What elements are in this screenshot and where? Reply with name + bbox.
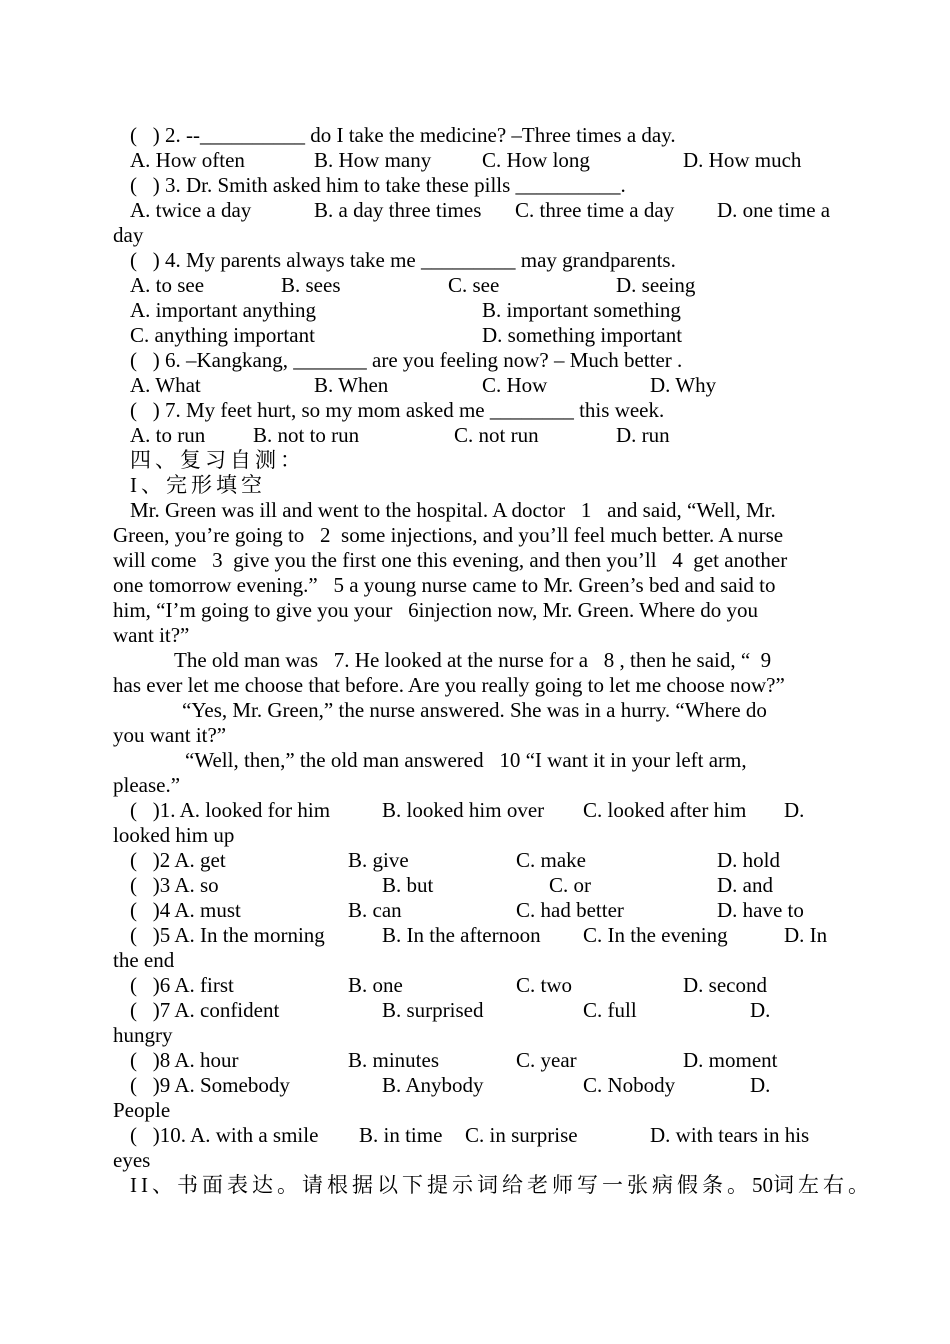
cloze-option-d: D. hold	[717, 848, 780, 872]
cloze-question-9-wrap: People	[113, 1098, 171, 1122]
cloze-option-d: D. In	[784, 923, 828, 947]
cloze-option-a: ( )3 A. so	[130, 873, 219, 897]
cloze-option-b: B. minutes	[348, 1048, 440, 1072]
cloze-option-b: B. surprised	[382, 998, 484, 1022]
option-a: A. How often	[130, 148, 245, 172]
option-b: B. When	[314, 373, 389, 397]
cloze-option-c: C. had better	[516, 898, 624, 922]
option-a: A. to see	[130, 273, 205, 297]
passage-line: him, “I’m going to give you your 6injection now, Mr. Green. Where do you	[113, 598, 759, 622]
option-a: A. twice a day	[130, 198, 252, 222]
cloze-question-1	[113, 798, 843, 823]
cloze-question-2	[113, 848, 843, 873]
option-c: C. How	[482, 373, 548, 397]
passage-line: will come 3 give you the first one this evening, and then you’ll 4 get another	[113, 548, 788, 572]
question-3-options	[113, 198, 843, 223]
cloze-option-a: ( )4 A. must	[130, 898, 241, 922]
cloze-question-7-wrap: hungry	[113, 1023, 173, 1047]
writing-prompt	[113, 1173, 873, 1198]
question-2-options	[113, 148, 843, 173]
question-6-options	[113, 373, 843, 398]
cloze-question-8	[113, 1048, 843, 1073]
option-a: A. to run	[130, 423, 206, 447]
cloze-option-b: B. but	[382, 873, 434, 897]
question-5-options-row1	[113, 298, 843, 323]
cloze-option-d: D. moment	[683, 1048, 778, 1072]
cloze-option-b: B. one	[348, 973, 403, 997]
option-d: D. run	[616, 423, 670, 447]
cloze-option-c: C. full	[583, 998, 637, 1022]
passage-line: Green, you’re going to 2 some injections, and you’ll feel much better. A nurse	[113, 523, 784, 547]
option-c: C. three time a day	[515, 198, 675, 222]
cloze-question-1-wrap: looked him up	[113, 823, 235, 847]
option-b: B. important something	[482, 298, 681, 322]
cloze-question-5-wrap: the end	[113, 948, 175, 972]
cloze-option-d: D.	[750, 998, 771, 1022]
cloze-option-b: B. give	[348, 848, 409, 872]
writing-prompt-word-count: 50	[751, 1173, 773, 1197]
cloze-option-d: D.	[784, 798, 805, 822]
cloze-question-9	[113, 1073, 843, 1098]
worksheet-page	[113, 123, 873, 1198]
cloze-option-a: ( )6 A. first	[130, 973, 234, 997]
option-d: D. seeing	[616, 273, 696, 297]
passage-line: Mr. Green was ill and went to the hospital. A doctor 1 and said, “Well, Mr.	[130, 498, 776, 522]
cloze-option-a: ( )10. A. with a smile	[130, 1123, 319, 1147]
passage-line: has ever let me choose that before. Are you really going to let me choose now?”	[113, 673, 785, 697]
cloze-option-a: ( )7 A. confident	[130, 998, 280, 1022]
cloze-question-10	[113, 1123, 843, 1148]
cloze-question-10-wrap: eyes	[113, 1148, 151, 1172]
cloze-option-c: C. looked after him	[583, 798, 747, 822]
question-2-stem: ( ) 2. --__________ do I take the medicine? –Three times a day.	[130, 123, 676, 147]
cloze-option-a: ( )8 A. hour	[130, 1048, 239, 1072]
option-b: B. sees	[281, 273, 341, 297]
passage-line: please.”	[113, 773, 181, 797]
option-d: D. one time a	[717, 198, 831, 222]
cloze-option-a: ( )1. A. looked for him	[130, 798, 331, 822]
option-d: D. How much	[683, 148, 802, 172]
cloze-option-a: ( )5 A. In the morning	[130, 923, 325, 947]
cloze-question-3	[113, 873, 843, 898]
option-c: C. not run	[454, 423, 539, 447]
cloze-option-c: C. In the evening	[583, 923, 728, 947]
question-3-wrap: day	[113, 223, 144, 247]
question-3-stem: ( ) 3. Dr. Smith asked him to take these pills __________.	[130, 173, 626, 197]
cloze-option-c: C. in surprise	[465, 1123, 578, 1147]
cloze-question-5	[113, 923, 843, 948]
cloze-option-d: D. have to	[717, 898, 804, 922]
cloze-option-b: B. in time	[359, 1123, 443, 1147]
cloze-question-6	[113, 973, 843, 998]
option-d: D. Why	[650, 373, 717, 397]
passage-line: “Yes, Mr. Green,” the nurse answered. She was in a hurry. “Where do	[182, 698, 767, 722]
cloze-option-a: ( )9 A. Somebody	[130, 1073, 290, 1097]
cloze-option-c: C. make	[516, 848, 586, 872]
writing-prompt-suffix: 词左右。	[772, 1173, 873, 1197]
cloze-option-c: C. year	[516, 1048, 577, 1072]
option-c: C. anything important	[130, 323, 315, 347]
option-b: B. a day three times	[314, 198, 482, 222]
cloze-option-b: B. Anybody	[382, 1073, 484, 1097]
question-4-stem: ( ) 4. My parents always take me _________ may grandparents.	[130, 248, 676, 272]
passage-line: you want it?”	[113, 723, 227, 747]
option-b: B. not to run	[253, 423, 360, 447]
cloze-question-7	[113, 998, 843, 1023]
option-d: D. something important	[482, 323, 683, 347]
cloze-option-b: B. In the afternoon	[382, 923, 541, 947]
question-6-stem: ( ) 6. –Kangkang, _______ are you feeling now? – Much better .	[130, 348, 683, 372]
cloze-question-4	[113, 898, 843, 923]
section-4-title: 四、复习自测：	[130, 448, 305, 472]
cloze-option-b: B. can	[348, 898, 402, 922]
cloze-option-a: ( )2 A. get	[130, 848, 226, 872]
writing-prompt-text: II、书面表达。请根据以下提示词给老师写一张病假条。	[130, 1173, 752, 1197]
passage-line: The old man was 7. He looked at the nurse for a 8 , then he said, “ 9	[174, 648, 772, 672]
cloze-option-d: D. with tears in his	[650, 1123, 810, 1147]
question-4-options	[113, 273, 843, 298]
passage-line: one tomorrow evening.” 5 a young nurse came to Mr. Green’s bed and said to	[113, 573, 776, 597]
question-7-stem: ( ) 7. My feet hurt, so my mom asked me ________ this week.	[130, 398, 665, 422]
cloze-option-b: B. looked him over	[382, 798, 545, 822]
cloze-title: I、完形填空	[130, 473, 266, 497]
cloze-option-d: D. second	[683, 973, 767, 997]
cloze-option-d: D.	[750, 1073, 771, 1097]
cloze-option-c: C. or	[549, 873, 591, 897]
option-a: A. important anything	[130, 298, 317, 322]
option-a: A. What	[130, 373, 201, 397]
passage-line: want it?”	[113, 623, 190, 647]
question-5-options-row2	[113, 323, 843, 348]
cloze-option-c: C. Nobody	[583, 1073, 676, 1097]
passage-line: “Well, then,” the old man answered 10 “I want it in your left arm,	[185, 748, 747, 772]
option-c: C. How long	[482, 148, 590, 172]
question-7-options	[113, 423, 843, 448]
cloze-option-d: D. and	[717, 873, 773, 897]
cloze-option-c: C. two	[516, 973, 573, 997]
option-c: C. see	[448, 273, 500, 297]
option-b: B. How many	[314, 148, 432, 172]
